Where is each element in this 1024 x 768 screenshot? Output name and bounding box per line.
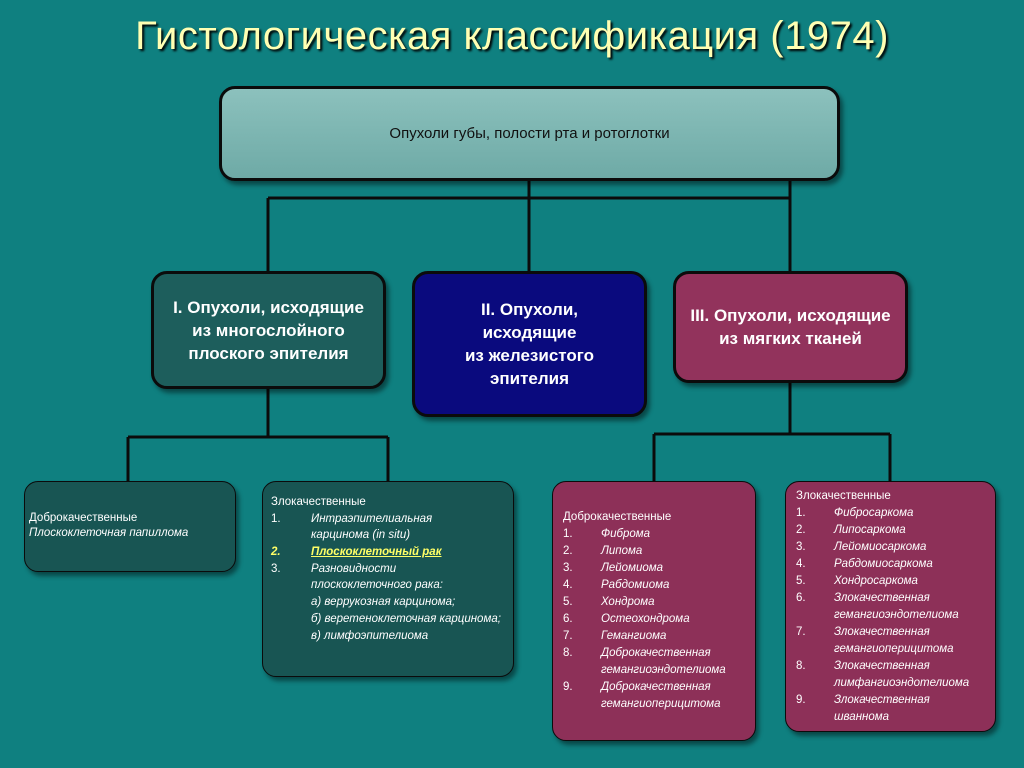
- item-line: Фиброма: [601, 528, 651, 540]
- item-line: Злокачественная: [834, 592, 930, 604]
- item-number: 6.: [563, 613, 573, 625]
- category-line: из многослойного: [192, 320, 345, 340]
- item-line: Хондросаркома: [834, 575, 918, 587]
- leaf-heading: Злокачественные: [271, 496, 366, 508]
- item-line: Злокачественная: [834, 660, 930, 672]
- item-line: а) веррукозная карцинома;: [311, 596, 456, 608]
- item-number: 3.: [271, 563, 281, 575]
- item-number: 8.: [563, 647, 573, 659]
- item-number: 1.: [563, 528, 573, 540]
- item-line: лимфангиоэндотелиома: [834, 677, 970, 689]
- soft-tissue-malignant-box: [785, 481, 996, 732]
- item-number: 7.: [563, 630, 573, 642]
- item-line: гемангиоперицитома: [834, 643, 954, 655]
- item-line: Хондрома: [601, 596, 655, 608]
- item-line: в) лимфоэпителиома: [311, 630, 429, 642]
- category-line: I. Опухоли, исходящие: [173, 297, 364, 317]
- item-number: 9.: [563, 681, 573, 693]
- item-line: шваннома: [834, 711, 890, 723]
- leaf-text: Плоскоклеточная папиллома: [29, 527, 189, 539]
- category-line: из железистого: [464, 346, 595, 365]
- item-number: 8.: [796, 660, 806, 672]
- item-line: Остеохондрома: [601, 613, 690, 625]
- category-line: эпителия: [489, 369, 570, 388]
- item-number: 9.: [796, 694, 806, 706]
- item-number: 5.: [563, 596, 573, 608]
- root-node: [219, 86, 840, 181]
- item-line: Доброкачественная: [601, 647, 711, 659]
- item-line: Злокачественная: [834, 626, 930, 638]
- item-number: 7.: [796, 626, 806, 638]
- item-number: 4.: [563, 579, 573, 591]
- page-title: Гистологическая классификация (1974): [135, 14, 889, 58]
- item-number: 1.: [271, 513, 281, 525]
- item-line: гемангиоэндотелиома: [834, 609, 959, 621]
- leaf-heading: Доброкачественные: [563, 511, 672, 523]
- item-number: 5.: [796, 575, 806, 587]
- item-line: плоскоклеточного рака:: [311, 579, 443, 591]
- item-number: 2.: [563, 545, 573, 557]
- item-line: б) веретеноклеточная карцинома;: [311, 613, 501, 625]
- category-line: III. Опухоли, исходящие: [690, 306, 891, 325]
- category-line: плоского эпителия: [188, 343, 349, 363]
- item-number: 3.: [563, 562, 573, 574]
- item-line: Доброкачественная: [601, 681, 711, 693]
- item-number: 3.: [796, 541, 806, 553]
- item-line: гемангиоперицитома: [601, 698, 721, 710]
- category-line: исходящие: [482, 323, 577, 342]
- epithelial-malignant-box: [262, 481, 514, 677]
- root-label: Опухоли губы, полости рта и ротоглотки: [389, 125, 670, 142]
- item-line: Лейомиома: [601, 562, 664, 574]
- category-squamous-epithelium: [151, 271, 386, 389]
- leaf-heading: Доброкачественные: [29, 512, 138, 524]
- category-soft-tissue: [673, 271, 908, 383]
- item-line: Разновидности: [311, 563, 397, 575]
- item-number: 1.: [796, 507, 806, 519]
- soft-tissue-benign-box: [552, 481, 756, 741]
- item-line: Злокачественная: [834, 694, 930, 706]
- item-line-highlighted: Плоскоклеточный рак: [311, 546, 442, 558]
- item-number: 6.: [796, 592, 806, 604]
- item-line: Лейомиосаркома: [834, 541, 927, 553]
- item-number: 4.: [796, 558, 806, 570]
- category-line: II. Опухоли,: [480, 300, 578, 319]
- item-line: Липосаркома: [834, 524, 906, 536]
- category-line: из мягких тканей: [719, 329, 862, 348]
- item-line: Гемангиома: [601, 630, 667, 642]
- item-line: Липома: [601, 545, 643, 557]
- item-line: гемангиоэндотелиома: [601, 664, 726, 676]
- epithelial-benign-box: [24, 481, 236, 572]
- leaf-heading: Злокачественные: [796, 490, 891, 502]
- item-number: 2.: [796, 524, 806, 536]
- category-glandular-epithelium: [412, 271, 647, 417]
- item-line: Интраэпителиальная: [311, 513, 433, 525]
- item-line: карцинома (in situ): [311, 529, 411, 541]
- item-line: Рабдомиома: [601, 579, 670, 591]
- item-line: Рабдомиосаркома: [834, 558, 933, 570]
- item-line: Фибросаркома: [834, 507, 914, 519]
- item-number: 2.: [271, 546, 281, 558]
